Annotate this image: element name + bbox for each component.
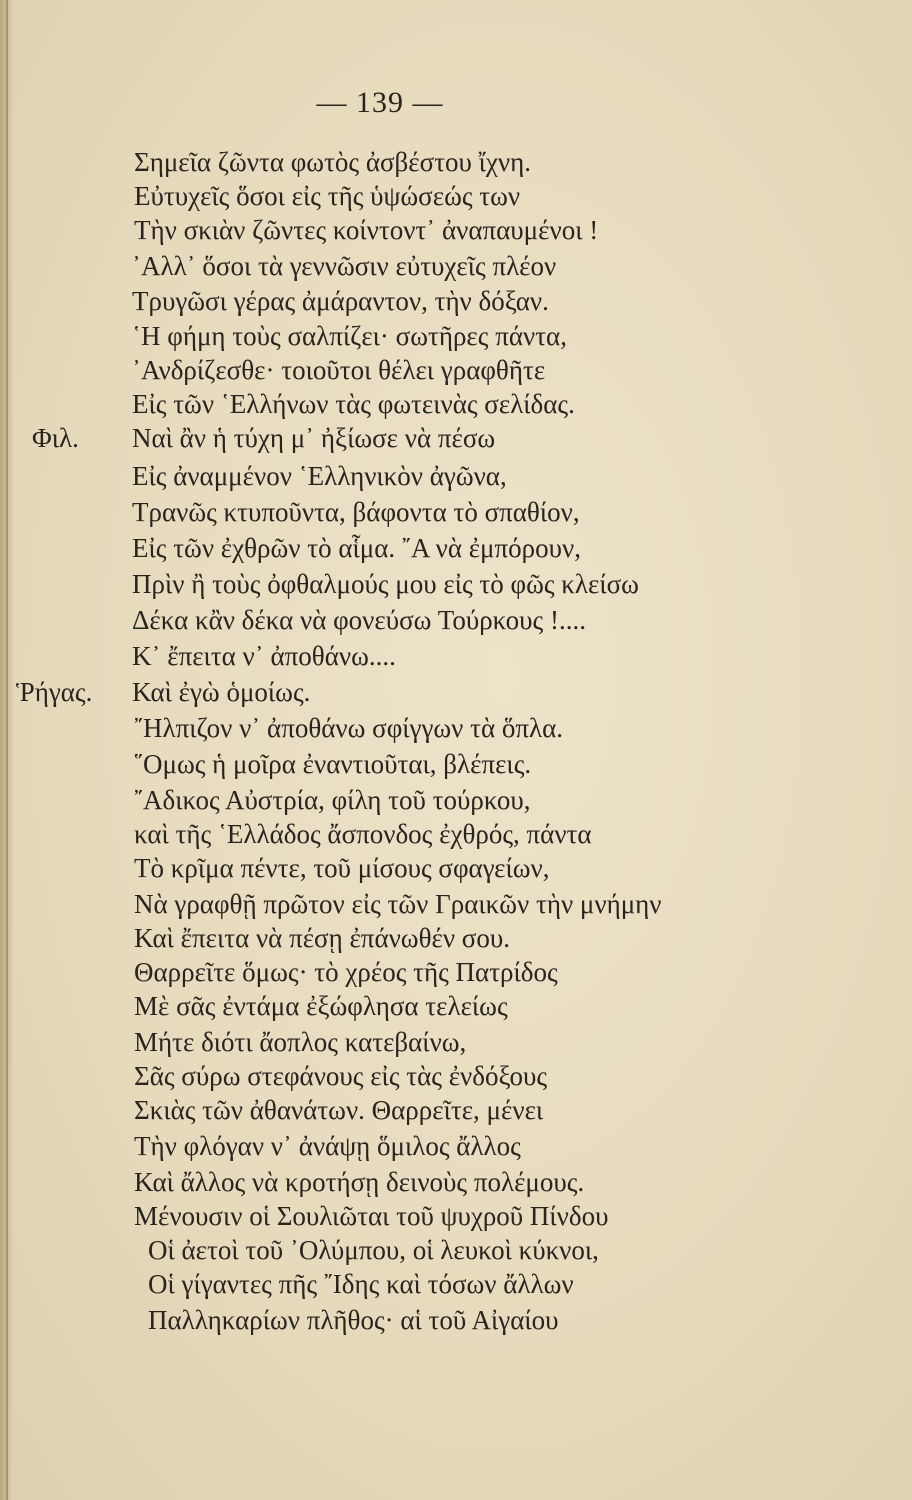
verse-line: Τὴν φλόγαν ν᾽ ἀνάψῃ ὅμιλος ἄλλος (134, 1131, 521, 1161)
verse-line: Οἱ γίγαντες πῆς ῎Ιδης καὶ τόσων ἄλλων (148, 1269, 574, 1299)
verse-line: Εὐτυχεῖς ὅσοι εἰς τῆς ὑψώσεώς των (134, 181, 521, 211)
page-binding-line (6, 0, 8, 1500)
verse-line: ᾿Αλλ᾽ ὅσοι τὰ γεννῶσιν εὐτυχεῖς πλέον (132, 251, 557, 281)
verse-line: Μὲ σᾶς ἐντάμα ἐξώφλησα τελείως (134, 991, 508, 1021)
verse-line: Εἰς τῶν ῾Ελλήνων τὰς φωτεινὰς σελίδας. (132, 389, 575, 419)
speaker-label: Ῥήγας. (16, 677, 93, 707)
verse-line: Μένουσιν οἱ Σουλιῶται τοῦ ψυχροῦ Πίνδου (134, 1201, 609, 1231)
verse-line: ῎Αδικος Αὐστρία, φίλη τοῦ τούρκου, (134, 785, 531, 815)
verse-line: Καὶ ἐγὼ ὁμοίως. (132, 677, 311, 707)
verse-line: ᾿Ανδρίζεσθε· τοιοῦτοι θέλει γραφθῆτε (132, 355, 546, 385)
verse-line: Εἰς τῶν ἐχθρῶν τὸ αἷμα. ῎Α νὰ ἐμπόρουν, (132, 533, 581, 563)
verse-line: Τρυγῶσι γέρας ἀμάραντον, τὴν δόξαν. (132, 286, 549, 316)
verse-line: Σημεῖα ζῶντα φωτὸς ἀσβέστου ἴχνη. (134, 147, 531, 177)
verse-line: καὶ τῆς ῾Ελλάδος ἄσπονδος ἐχθρός, πάντα (134, 819, 592, 849)
verse-line: ῾Η φήμη τοὺς σαλπίζει· σωτῆρες πάντα, (132, 321, 567, 351)
verse-line: Τὸ κρῖμα πέντε, τοῦ μίσους σφαγείων, (134, 853, 550, 883)
verse-line: Δέκα κἂν δέκα νὰ φονεύσω Τούρκους !.... (132, 605, 586, 635)
verse-line: Θαρρεῖτε ὅμως· τὸ χρέος τῆς Πατρίδος (134, 957, 558, 987)
verse-line: Μήτε διότι ἄοπλος κατεβαίνω, (134, 1027, 467, 1057)
verse-line: ῞Ομως ἡ μοῖρα ἐναντιοῦται, βλέπεις. (134, 749, 532, 779)
verse-line: Σκιὰς τῶν ἀθανάτων. Θαρρεῖτε, μένει (134, 1095, 544, 1125)
verse-line: Τὴν σκιὰν ζῶντες κοίντοντ᾽ ἀναπαυμένοι ! (134, 215, 599, 245)
verse-line: Ναὶ ἂν ἡ τύχη μ᾽ ἠξίωσε νὰ πέσω (132, 423, 496, 453)
verse-line: Οἱ ἀετοὶ τοῦ ᾿Ολύμπου, οἱ λευκοὶ κύκνοι, (148, 1235, 599, 1265)
verse-line: ῎Ηλπιζον ν᾽ ἀποθάνω σφίγγων τὰ ὅπλα. (134, 713, 564, 743)
verse-line: Εἰς ἀναμμένον ῾Ελληνικὸν ἀγῶνα, (132, 461, 507, 491)
speaker-label: Φιλ. (32, 423, 79, 453)
verse-line: Πρὶν ἢ τοὺς ὀφθαλμούς μου εἰς τὸ φῶς κλείσω (132, 569, 639, 599)
page-number: — 139 — (316, 86, 444, 119)
verse-line: Παλληκαρίων πλῆθος· αἱ τοῦ Αἰγαίου (148, 1305, 559, 1335)
verse-line: Καὶ ἄλλος νὰ κροτήσῃ δεινοὺς πολέμους. (134, 1167, 585, 1197)
verse-line: Σᾶς σύρω στεφάνους εἰς τὰς ἐνδόξους (134, 1061, 548, 1091)
verse-line: Κ᾽ ἔπειτα ν᾽ ἀποθάνω.... (132, 641, 396, 671)
verse-line: Νὰ γραφθῇ πρῶτον εἰς τῶν Γραικῶν τὴν μνήμην (134, 889, 662, 919)
verse-line: Τρανῶς κτυποῦντα, βάφοντα τὸ σπαθίον, (132, 497, 580, 527)
verse-line: Καὶ ἔπειτα νὰ πέσῃ ἐπάνωθέν σου. (134, 923, 510, 953)
